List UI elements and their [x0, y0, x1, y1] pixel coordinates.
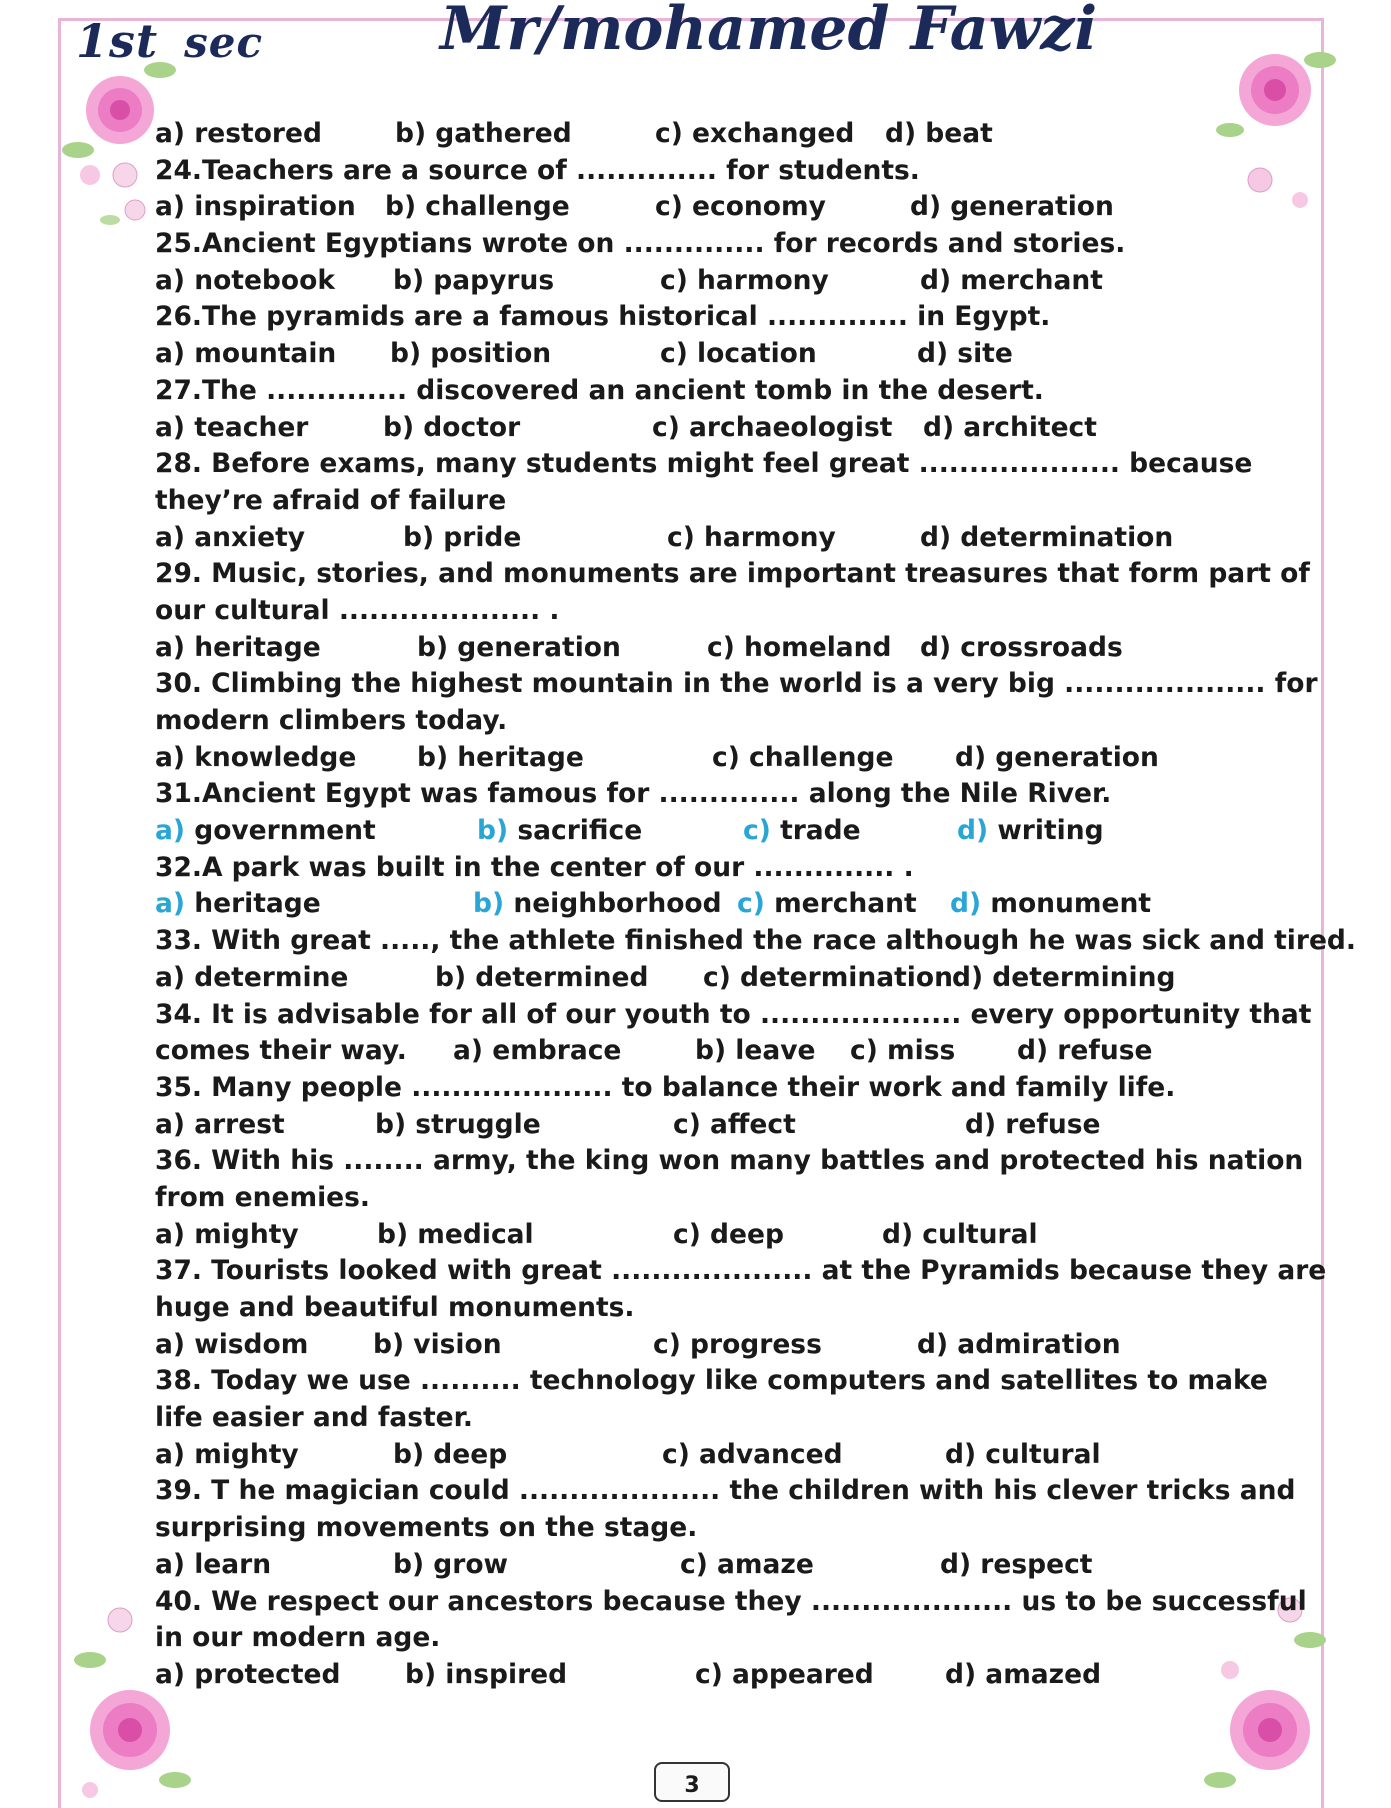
question-line: [155, 997, 1312, 1034]
question-line: [155, 1620, 1295, 1657]
options-line: [155, 520, 1295, 557]
option-d: d) admiration: [917, 1328, 1121, 1360]
question-line: [155, 776, 1295, 813]
option-d: d) determination: [920, 521, 1174, 553]
option-e: d) refuse: [1017, 1035, 1153, 1067]
author-title: Mr/mohamed Fawzi: [440, 0, 1098, 64]
option-b: b) doctor: [383, 411, 521, 443]
options-line: [155, 1033, 1295, 1070]
option-letter: b): [473, 888, 505, 920]
question-text: life easier and faster.: [155, 1402, 473, 1434]
option-b: b) papyrus: [393, 264, 555, 296]
question-line: [155, 1400, 1295, 1437]
option-text: merchant: [774, 888, 917, 920]
option-c: c) homeland: [707, 631, 892, 663]
option-c: c) deep: [673, 1218, 784, 1250]
option-c: c) location: [660, 338, 817, 370]
options-line: [155, 960, 1295, 997]
question-text: 35. Many people .................... to balance their work and family life.: [155, 1071, 1176, 1103]
question-line: [155, 153, 1295, 190]
option-text: heritage: [194, 888, 321, 920]
option-a: comes their way.: [155, 1035, 407, 1067]
option-d: d) crossroads: [920, 631, 1123, 663]
question-text: 38. Today we use .......... technology like computers and satellites to make: [155, 1365, 1268, 1397]
level-grade: 1st: [76, 14, 159, 68]
options-line: [155, 813, 1295, 850]
option-b: b) generation: [417, 631, 621, 663]
options-line: [155, 410, 1295, 447]
options-line: [155, 630, 1295, 667]
option-d: d) generation: [955, 741, 1159, 773]
question-line: [155, 299, 1295, 336]
option-d: d) architect: [923, 411, 1097, 443]
page-number: 3: [654, 1762, 730, 1802]
options-line: [155, 1657, 1295, 1694]
option-a: a) mighty: [155, 1438, 299, 1470]
option-a: a) arrest: [155, 1108, 285, 1140]
question-text: 24.Teachers are a source of .............. for students.: [155, 154, 920, 186]
option-a: a) determine: [155, 961, 349, 993]
options-line: [155, 189, 1295, 226]
question-text: 28. Before exams, many students might feel great .................... because: [155, 448, 1253, 480]
option-c: c) affect: [673, 1108, 796, 1140]
question-line: [155, 593, 1295, 630]
question-text: from enemies.: [155, 1181, 370, 1213]
options-line: [155, 116, 1295, 153]
options-line: [155, 1327, 1295, 1364]
question-text: 32.A park was built in the center of our .............. .: [155, 851, 914, 883]
question-list: [155, 116, 1356, 1694]
option-d: [950, 886, 1151, 923]
option-c: c) advanced: [662, 1438, 843, 1470]
options-line: [155, 1107, 1295, 1144]
option-a: a) protected: [155, 1658, 341, 1690]
option-b: b) grow: [393, 1548, 509, 1580]
question-text: 25.Ancient Egyptians wrote on .............. for records and stories.: [155, 228, 1126, 260]
question-line: [155, 1070, 1295, 1107]
option-d: d) amazed: [945, 1658, 1102, 1690]
option-letter: a): [155, 888, 185, 920]
option-b: b) deep: [393, 1438, 508, 1470]
option-text: sacrifice: [517, 815, 643, 847]
options-line: [155, 1547, 1295, 1584]
question-line: [155, 1584, 1307, 1621]
question-line: [155, 1180, 1295, 1217]
option-b: b) determined: [435, 961, 649, 993]
question-line: [155, 1473, 1295, 1510]
option-d: d) site: [917, 338, 1013, 370]
question-line: [155, 666, 1318, 703]
option-letter: c): [743, 815, 771, 847]
option-b: a) embrace: [453, 1035, 622, 1067]
option-a: a) wisdom: [155, 1328, 309, 1360]
option-c: [743, 813, 861, 850]
option-text: trade: [780, 815, 861, 847]
question-text: 31.Ancient Egypt was famous for .............. along the Nile River.: [155, 778, 1112, 810]
option-d: d) generation: [910, 191, 1114, 223]
option-text: neighborhood: [513, 888, 722, 920]
question-text: they’re afraid of failure: [155, 484, 507, 516]
question-text: 26.The pyramids are a famous historical .............. in Egypt.: [155, 301, 1051, 333]
question-text: 37. Tourists looked with great .................... at the Pyramids because they are: [155, 1255, 1327, 1287]
question-text: 33. With great ....., the athlete finished the race although he was sick and tired.: [155, 925, 1356, 957]
option-a: a) learn: [155, 1548, 272, 1580]
option-a: a) anxiety: [155, 521, 306, 553]
option-b: [477, 813, 642, 850]
question-line: [155, 850, 1295, 887]
option-d: [957, 813, 1104, 850]
question-text: modern climbers today.: [155, 705, 508, 736]
question-text: 39. T he magician could .................... the children with his clever tricks and: [155, 1475, 1296, 1507]
option-c: c) appeared: [695, 1658, 874, 1690]
options-line: [155, 740, 1295, 777]
question-text: 40. We respect our ancestors because they .................... us to be successful: [155, 1585, 1307, 1617]
question-line: [155, 446, 1295, 483]
option-letter: c): [737, 888, 765, 920]
option-c: c) economy: [655, 191, 826, 223]
option-d: c) miss: [850, 1035, 956, 1067]
option-c: c) progress: [653, 1328, 822, 1360]
option-c: b) leave: [695, 1035, 816, 1067]
option-c: c) harmony: [667, 521, 836, 553]
option-b: b) medical: [377, 1218, 534, 1250]
option-c: c) challenge: [712, 741, 894, 773]
question-line: [155, 703, 1295, 740]
option-d: d) beat: [885, 118, 993, 149]
option-b: b) struggle: [375, 1108, 541, 1140]
option-text: writing: [997, 815, 1104, 847]
option-a: a) mighty: [155, 1218, 299, 1250]
question-line: [155, 226, 1295, 263]
option-d: d) determining: [952, 961, 1176, 993]
question-text: 30. Climbing the highest mountain in the world is a very big .................... for: [155, 668, 1318, 700]
option-b: b) position: [390, 338, 552, 370]
option-a: [155, 886, 321, 923]
question-line: [155, 483, 1295, 520]
option-b: b) pride: [403, 521, 522, 553]
option-c: c) exchanged: [655, 118, 855, 149]
option-letter: d): [950, 888, 982, 920]
options-line: [155, 336, 1295, 373]
option-c: c) harmony: [660, 264, 829, 296]
option-a: a) mountain: [155, 338, 337, 370]
option-a: a) teacher: [155, 411, 309, 443]
question-text: 29. Music, stories, and monuments are important treasures that form part of: [155, 558, 1310, 590]
question-line: [155, 556, 1310, 593]
option-a: a) heritage: [155, 631, 321, 663]
question-text: surprising movements on the stage.: [155, 1512, 698, 1544]
options-line: [155, 263, 1295, 300]
option-text: monument: [990, 888, 1151, 920]
option-c: [737, 886, 917, 923]
option-a: a) restored: [155, 118, 322, 149]
option-b: b) inspired: [405, 1658, 568, 1690]
options-line: [155, 886, 1295, 923]
option-d: d) refuse: [965, 1108, 1101, 1140]
question-text: in our modern age.: [155, 1622, 441, 1654]
level-label: [76, 14, 263, 68]
option-b: b) vision: [373, 1328, 502, 1360]
question-text: 36. With his ........ army, the king won many battles and protected his nation: [155, 1145, 1304, 1177]
question-line: [155, 1143, 1304, 1180]
options-line: [155, 1437, 1295, 1474]
option-b: b) challenge: [385, 191, 570, 223]
option-d: d) merchant: [920, 264, 1103, 296]
option-text: government: [194, 815, 376, 847]
options-line: [155, 1217, 1295, 1254]
option-letter: d): [957, 815, 989, 847]
question-text: 27.The .............. discovered an ancient tomb in the desert.: [155, 374, 1044, 406]
option-letter: b): [477, 815, 509, 847]
question-line: [155, 1290, 1295, 1327]
question-text: our cultural .................... .: [155, 594, 560, 626]
option-letter: a): [155, 815, 185, 847]
option-d: d) respect: [940, 1548, 1093, 1580]
option-d: d) cultural: [945, 1438, 1101, 1470]
option-b: [473, 886, 722, 923]
question-line: [155, 1253, 1327, 1290]
option-c: c) amaze: [680, 1548, 814, 1580]
question-text: huge and beautiful monuments.: [155, 1292, 635, 1323]
option-a: a) inspiration: [155, 191, 356, 223]
question-text: 34. It is advisable for all of our youth to .................... every opportunity that: [155, 998, 1312, 1030]
option-a: a) notebook: [155, 264, 335, 296]
option-a: a) knowledge: [155, 741, 357, 773]
option-b: b) heritage: [417, 741, 584, 773]
option-c: c) archaeologist: [652, 411, 893, 443]
option-b: b) gathered: [395, 118, 572, 149]
option-d: d) cultural: [882, 1218, 1038, 1250]
option-c: c) determination: [703, 961, 953, 993]
level-section: sec: [184, 18, 264, 67]
question-line: [155, 923, 1356, 960]
question-line: [155, 373, 1295, 410]
question-line: [155, 1363, 1295, 1400]
question-line: [155, 1510, 1295, 1547]
option-a: [155, 813, 376, 850]
